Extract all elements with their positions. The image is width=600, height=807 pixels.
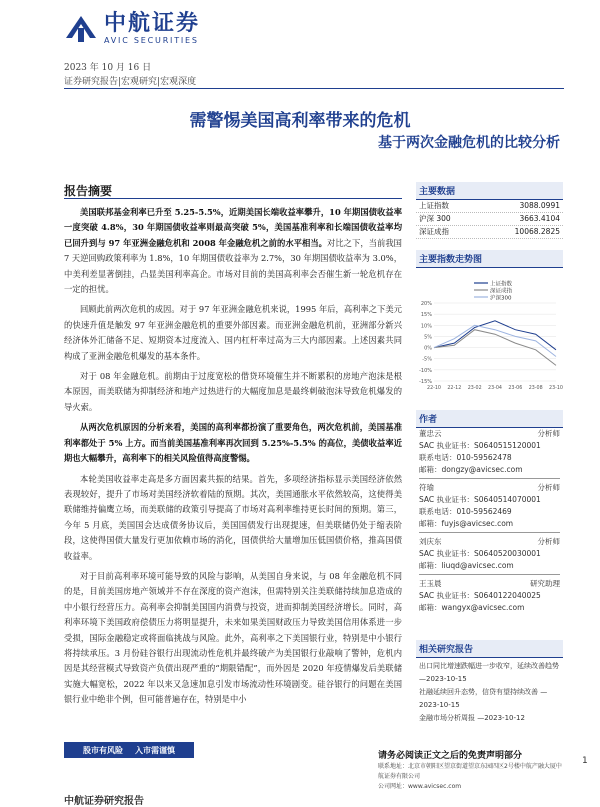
author-divider <box>419 532 560 533</box>
page-number: 1 <box>582 756 588 766</box>
x-tick-label: 22-10 <box>427 386 441 391</box>
author-cert: SAC 执业证书：S0640520030001 <box>419 549 541 558</box>
legend-label: 上证指数 <box>490 281 513 288</box>
x-tick-label: 23-10 <box>549 386 563 391</box>
author-divider <box>419 574 560 575</box>
report-category: 证券研究报告|宏观研究|宏观深度 <box>64 77 197 87</box>
x-tick-label: 23-04 <box>488 386 502 391</box>
report-date: 2023 年 10 月 16 日 <box>64 63 152 73</box>
author-name-row <box>419 536 560 548</box>
author-email[interactable]: 邮箱：wangyx@avicsec.com <box>419 603 525 612</box>
related-item[interactable]: 社融延续回升态势，信贷有望持续改善 —2023-10-15 <box>419 688 548 709</box>
index-chart-panel <box>416 250 563 268</box>
summary-heading: 报告摘要 <box>64 184 113 198</box>
related-item[interactable]: 金融市场分析周报 —2023-10-12 <box>419 714 525 722</box>
related-heading: 相关研究报告 <box>416 640 563 658</box>
main-data-row: 深证成指 10068.2825 <box>416 226 563 239</box>
y-tick-label: 5% <box>424 334 432 341</box>
related-item[interactable]: 出口同比增速跌幅进一步收窄，延续改善趋势 —2023-10-15 <box>419 662 559 683</box>
logo-en-text: AVIC SECURITIES <box>104 36 199 45</box>
x-tick-label: 23-08 <box>528 386 543 391</box>
risk-warning-left: 股市有风险 <box>83 745 123 755</box>
summary-paragraph: 美国联邦基金利率已升至 5.25-5.5%，近期美国长端收益率攀升，10 年期国债收益率一度突破 4.8%，30 年期国债收益率则最高突破 5%，美国基准利率和长端国债收益率均已回升到与 97 年亚洲金融危机和 2008 年金融危机之前的水平相当。对比之下，当前我国 7 天逆回购政策利率为 1.8%，10 年期国债收益率为 2.7%，30 年期国债收益率为 3.0%，中美利差显著倒挂，凸显美国利率高企。市场对目前的美国高利率会否催生新一轮危机存在一定的担忧。 <box>64 207 402 295</box>
author-name: 王玉晨 <box>419 579 442 588</box>
x-tick-label: 23-06 <box>508 386 523 391</box>
author-name-row <box>419 578 560 590</box>
summary-paragraph: 本轮美国收益率走高是多方面因素共振的结果。首先，多项经济指标显示美国经济依然表现较好，提升了市场对美国经济软着陆的预期。其次，美国通胀水平依然较高，这使得美联储维持偏鹰立场，而美联储的政策引导提高了市场对高利率维持更长时间的预期。第三，今年 5 月底，美国国会达成债务协议后，美国国债发行出现提速，但美联储仍处于缩表阶段，这使得国债大量发行更加依赖市场的消化，国债供给大量增加压低国债价格，推高国债收益率。 <box>64 473 402 561</box>
author-phone: 联系电话：010-59562469 <box>419 507 512 516</box>
author-cert: SAC 执业证书：S0640515120001 <box>419 441 541 450</box>
author-name-row <box>419 428 560 440</box>
main-data-panel <box>416 182 563 239</box>
summary-paragraph: 从两次危机原因的分析来看，美国的高利率都扮演了重要角色，两次危机前，美国基准利率都处于 5% 上方。而当前美国基准利率再次回到 5.25%-5.5% 的高位，美债收益率近期也大幅攀升，高利率下的相关风险值得高度警惕。 <box>64 422 402 464</box>
legend-label: 深证成指 <box>490 288 513 295</box>
y-tick-label: 20% <box>420 301 432 307</box>
report-title: 需警惕美国高利率带来的危机 <box>189 111 411 131</box>
author-cert: SAC 执业证书：S0640514070001 <box>419 495 541 504</box>
authors-panel <box>416 410 563 614</box>
header-divider <box>64 88 564 89</box>
summary-body <box>64 205 402 713</box>
author-role: 分析师 <box>537 429 560 438</box>
main-data-row: 沪深 300 3663.4104 <box>416 213 563 226</box>
y-tick-label: -15% <box>419 379 432 385</box>
author-email[interactable]: 邮箱：fuyjs@avicsec.com <box>419 519 514 528</box>
main-data-row: 上证指数 3088.0991 <box>416 200 563 213</box>
author-name: 董忠云 <box>419 429 442 438</box>
related-panel <box>416 640 563 727</box>
company-logo <box>64 12 200 46</box>
author-role: 研究助理 <box>530 579 560 588</box>
author-name: 刘庆东 <box>419 537 442 546</box>
next-section-cutoff: 中航证券研究报告 <box>64 796 144 807</box>
logo-cn-text: 中航证券 <box>104 11 201 36</box>
author-email[interactable]: 邮箱：dongzy@avicsec.com <box>419 465 523 474</box>
authors-heading: 作者 <box>416 410 563 428</box>
y-tick-label: 15% <box>420 312 432 319</box>
index-chart-svg <box>416 277 563 399</box>
footer-address <box>378 762 566 792</box>
author-name: 符瑜 <box>419 483 434 492</box>
y-tick-label: -5% <box>422 356 432 363</box>
summary-paragraph: 回顾此前两次危机的成因。对于 97 年亚洲金融危机来说，1995 年后，高利率之下美元的快速升值是触发 97 年亚洲金融危机的重要外部因素。而亚洲金融危机前，亚洲部分新兴经济体外汇储备不足、短期资本过度流入、国内杠杆率过高为三大内部因素。上述因素共同构成了亚洲金融危机爆发的基本条件。 <box>64 304 402 361</box>
x-tick-label: 23-02 <box>467 386 482 391</box>
related-list <box>416 658 563 727</box>
summary-paragraph: 对于目前高利率环境可能导致的风险与影响，从美国自身来说，与 08 年金融危机不同的是，目前美国房地产领域并不存在深度的资产泡沫，但需特别关注美联储持续加息造成的中小银行经营压力。高利率会抑制美国国内消费与投资，进而抑制美国经济增长。同时，高利率环境下美国政府偿债压力将明显提升，未来如果美国财政压力导致美国信用体系进一步受损，国际金融稳定或将面临挑战与风险。此外，高利率之下美国银行业，特别是中小银行将持续承压。3 月份硅谷银行出现流动性危机并最终破产为美国银行业敲响了警钟，危机内因是其经营模式导致资产负债出现严重的“期限错配”，而外因是 2020 年疫情爆发后美联储实施大幅宽松，2022 年以来又急速加息引发市场流动性环境剧变。硅谷银行的问题在美国银行业中绝非个例，但可能普遍存在，特别是中小 <box>64 570 402 705</box>
index-chart <box>416 277 563 399</box>
summary-paragraph: 对于 08 年金融危机。前期由于过度宽松的借贷环境催生并不断累积的房地产泡沫是根本原因，而美联储为抑制经济和地产过热进行的大幅度加息是最终刺破泡沫导致危机爆发的导火索。 <box>64 371 402 412</box>
legend-label: 沪深300 <box>490 295 512 302</box>
y-tick-label: 10% <box>420 323 432 330</box>
report-subtitle: 基于两次金融危机的比较分析 <box>378 135 560 151</box>
website-line[interactable]: 公司网址：www.avicsec.com <box>378 783 462 790</box>
avic-logo-icon <box>64 14 98 44</box>
authors-list <box>416 428 563 614</box>
risk-warning-bar <box>64 742 194 758</box>
index-chart-heading: 主要指数走势图 <box>416 250 563 268</box>
author-phone: 联系电话：010-59562478 <box>419 453 512 462</box>
x-tick-label: 22-12 <box>447 386 462 391</box>
author-name-row <box>419 482 560 494</box>
summary-divider <box>64 198 402 199</box>
author-divider <box>419 478 560 479</box>
author-email[interactable]: 邮箱：liuqd@avicsec.com <box>419 561 514 570</box>
author-cert: SAC 执业证书：S0640122040025 <box>419 591 541 600</box>
main-data-heading: 主要数据 <box>416 182 563 200</box>
risk-warning-right: 入市需谨慎 <box>135 745 175 755</box>
disclaimer-notice: 请务必阅读正文之后的免责声明部分 <box>378 751 523 761</box>
report-header <box>0 0 600 60</box>
y-tick-label: 0% <box>424 345 432 352</box>
author-role: 分析师 <box>537 537 560 546</box>
address-line: 联系地址：北京市朝阳区望京街道望京东园四区2号楼中航产融大厦中航证券有限公司 <box>378 763 562 780</box>
y-tick-label: -10% <box>419 367 432 374</box>
author-role: 分析师 <box>537 483 560 492</box>
